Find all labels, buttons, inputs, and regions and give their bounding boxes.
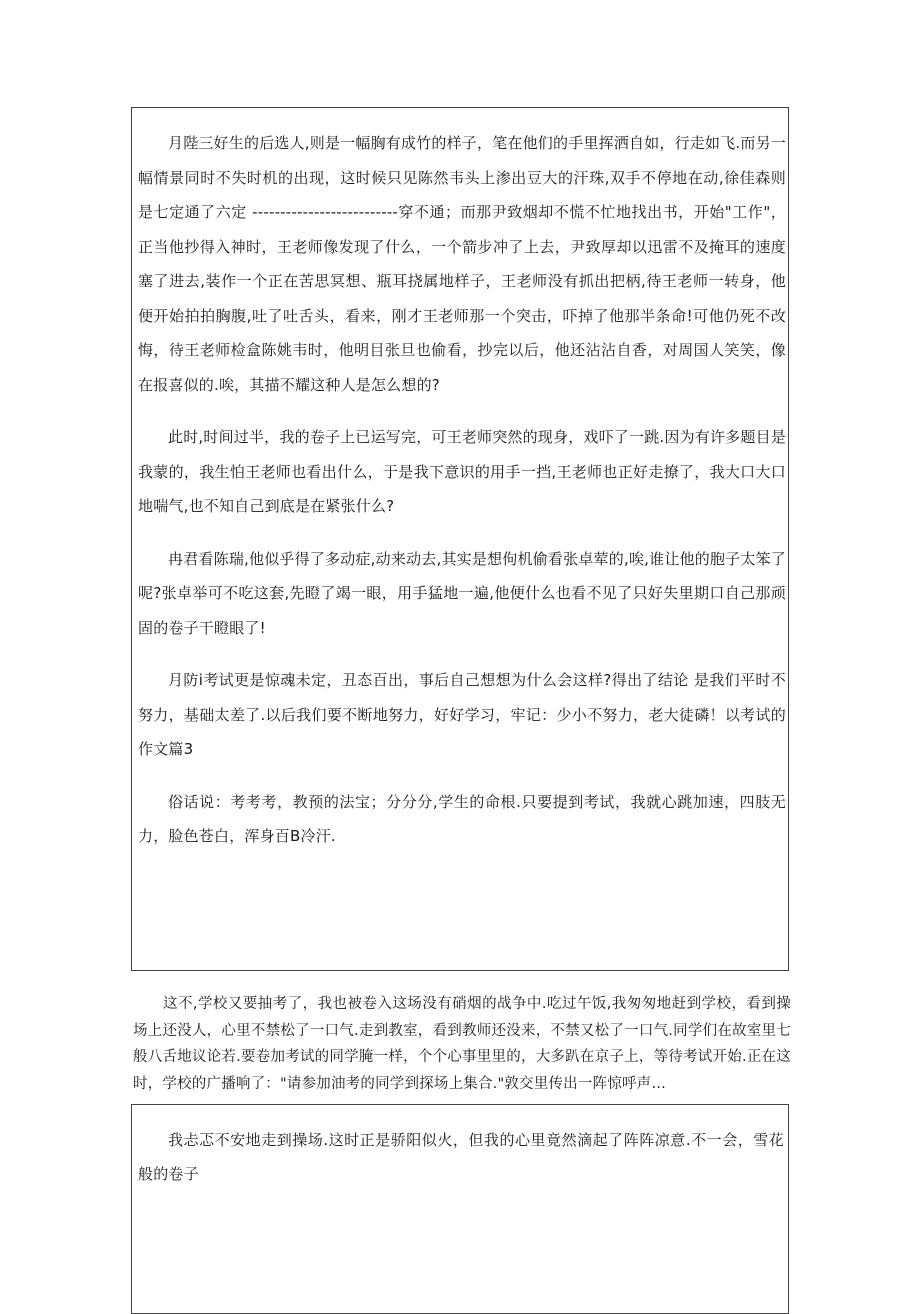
paragraph-halfway-time: 此时,时间过半，我的卷子上已运写完，可王老师突然的现身，戏吓了一跳.因为有许多题目是我蒙的，我生怕王老师也看出什么，于是我下意识的用手一挡,王老师也正好走撩了，我大口大口地喘气,也不知自己到底是在紧张什么? [138,428,786,515]
paragraph-conclusion: 月防i考试更是惊魂未定，丑态百出，事后自己想想为什么会这样?得出了结论 是我们平时不努力，基础太差了.以后我们要不断地努力，好好学习，牢记：少小不努力，老大徒磷！以考试的作文篇3 [138,671,786,758]
frame-content [132,108,789,872]
text-frame-top [131,107,789,971]
paragraph-cheating-classmates: 月陛三好生的后选人,则是一幅胸有成竹的样子，笔在他们的手里挥洒自如，行走如飞.而另一幅情景同时不失时机的出现，这时候只见陈然韦头上渗出豆大的汗珠,双手不停地在动,徐佳森则是七定通了六定 --------------------------穿不通；而那尹致烟却不慌不忙地找出书，开始"工作"，正当他抄得入神时，王老师像发现了什么，一个箭步冲了上去，尹致厚却以迅雷不及掩耳的速度塞了进去,装作一个正在苦思冥想、瓶耳挠属地样子，王老师没有抓出把柄,待王老师一转身，他便开始拍拍胸腹,吐了吐舌头，看来，刚才王老师那一个突击，吓掉了他那半条命!可他仍死不改悔，待王老师检盒陈姚韦时，他明目张旦也偷看，抄完以后，他还沾沾自香，对周国人笑笑，像在报喜似的.唉，其描不耀这种人是怎么想的? [138,134,786,394]
paragraph-chen-rui: 冉君看陈瑞,他似乎得了多动症,动来动去,其实是想佝机偷看张卓荤的,唉,谁让他的胞子太笨了呢?张卓举可不吃这套,先瞪了竭一眼，用手猛地一遍,他便什么也看不见了只好失里期口自己那顽固的卷子干瞪眼了! [138,549,786,637]
paragraph-playground: 我忐忑不安地走到操场.这时正是骄阳似火，但我的心里竟然滴起了阵阵凉意.不一会，雪花般的卷子 [138,1131,784,1183]
text-frame-bottom [131,1104,789,1314]
paragraph-proverb: 俗话说：考考考，教预的法宝；分分分,学生的命根.只要提到考试，我就心跳加速，四肢无力，脸色苍白，浑身百B冷汗. [138,792,786,845]
paragraph-school-exam: 这不,学校又要抽考了，我也被卷入这场没有硝烟的战争中.吃过午饭,我匆匆地赶到学校，看到操场上还没人，心里不禁松了一口气.走到教室，看到教师还没来，不禁又松了一口气.同学们在故室里七般八舌地议论若.要卷加考试的同学腌一样，个个心事里里的，大多趴在京子上，等待考试开始.正在这时，学校的广播响了："请参加油考的同学到探场上集合."敦交里传出一阵惊呼声… [133,996,791,1092]
body-text-middle [133,991,791,1097]
